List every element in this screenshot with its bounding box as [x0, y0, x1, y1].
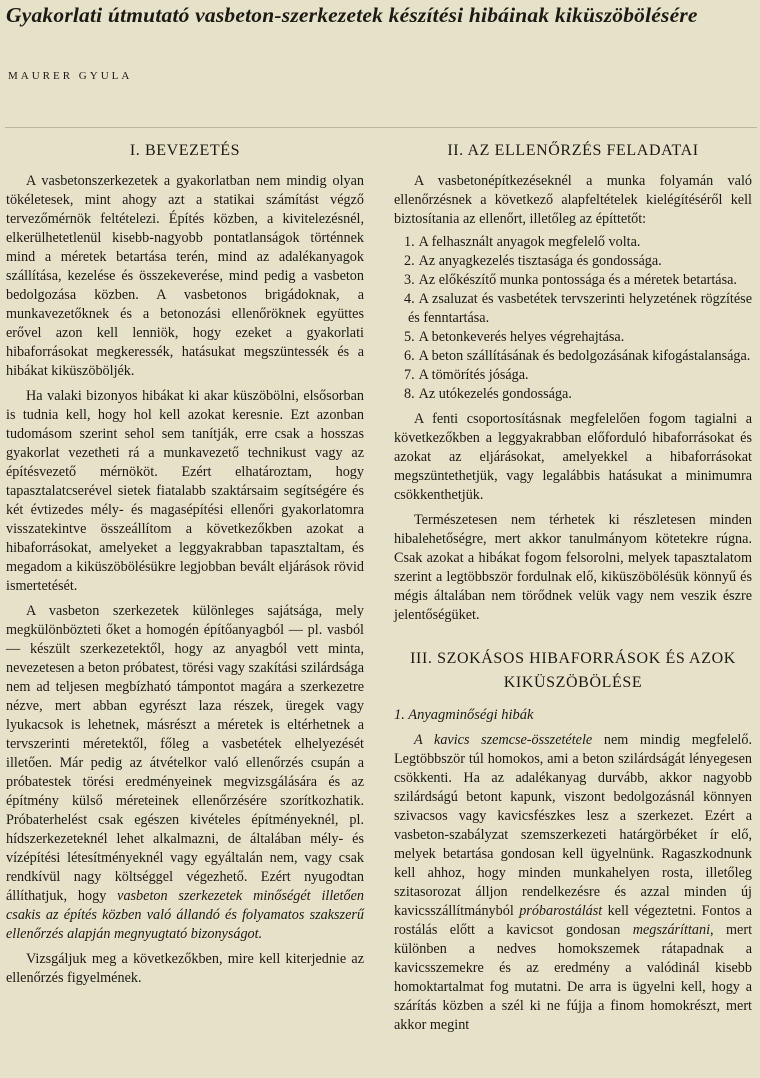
author-name: MAURER GYULA	[8, 70, 133, 82]
list-number: 3.	[404, 272, 415, 288]
list-item	[394, 328, 752, 347]
paragraph-text: nem mindig megfelelő. Legtöbbször túl homokos, ami a beton szilárdságát lényegesen csökkenti. Ha az adalékanyag durvább, akkor nagyobb szilárdságú betont kapunk, viszont bedolgozásnál könnyen szivacsos vagy kavicsfészkes lesz a szerkezet. Ezért a vasbeton-szabályzat szemszerkezeti határgörbéket ír elő, melyek betartása gondosan kell ügyelnünk. Ragaszkodnunk kell ahhoz, hogy minden munkahelyen rosta, illetőleg szitasorozat álljon rendelkezésre és azzal minden új kavicsszállítmányból	[394, 732, 752, 919]
list-number: 7.	[404, 367, 415, 383]
divider	[5, 127, 757, 128]
paragraph	[6, 602, 364, 944]
requirements-list	[394, 233, 752, 404]
section-heading-control: II. AZ ELLENŐRZÉS FELADATAI	[447, 142, 699, 159]
right-column	[394, 140, 752, 1035]
list-text: A felhasznált anyagok megfelelő volta.	[418, 234, 641, 250]
emphasis-text: vasbeton szerkezetek minőségét illetően csakis az építés közben való állandó és folyamatos szakszerű ellenőrzés alapján megnyugtató bizonyságot.	[6, 888, 364, 942]
list-text: Az előkészítő munka pontossága és a méretek betartása.	[418, 272, 737, 288]
list-number: 6.	[404, 348, 415, 364]
list-item	[394, 252, 752, 271]
list-number: 5.	[404, 329, 415, 345]
list-text: Az utókezelés gondossága.	[418, 386, 572, 402]
list-number: 4.	[404, 291, 415, 307]
paragraph: A fenti csoportosításnak megfelelően fogom tagialni a következőkben a leggyakrabban előforduló hibaforrásokat és azokat az eljárásokat, amelyekkel a hibaforrásokat megszüntethetjük, vagy legalábbis hatásukat a minimumra csökkenthetjük.	[394, 411, 752, 503]
list-number: 2.	[404, 253, 415, 269]
list-item	[394, 385, 752, 404]
paragraph: Vizsgáljuk meg a következőkben, mire kell kiterjednie az ellenőrzés figyelmének.	[6, 951, 364, 986]
left-column	[6, 140, 364, 988]
paragraph	[394, 731, 752, 1035]
list-text: Az anyagkezelés tisztasága és gondossága.	[418, 253, 662, 269]
paragraph: Természetesen nem térhetek ki részletesen minden hibalehetőségre, mert akkor tanulmányom kötetekre rúgna. Csak azokat a hibákat fogom felsorolni, melyek tapasztalatom szerint a legtöbbször fordulnak elő, kiküszöbölésük könnyű és mégis általában nem törődnek velük vagy nem veszik észre jelentőségüket.	[394, 512, 752, 623]
list-text: A beton szállításának és bedolgozásának kifogástalansága.	[418, 348, 751, 364]
emphasis-text: megszáríttani	[632, 922, 711, 938]
list-text: A tömörítés jósága.	[418, 367, 529, 383]
list-item	[394, 290, 752, 328]
list-number: 1.	[404, 234, 415, 250]
paragraph-text: A vasbeton szerkezetek különleges sajátsága, mely megkülönbözteti őket a homogén építőanyagból — pl. vasból — készült szerkezetektől, hogy az anyagból vett minta, nevezetesen a beton próbatest, törési vagy szakítási szilárdsága nem ad teljesen megbízható támpontot magára a szerkezetre nézve, mert abban egyrészt laza részek, üregek vagy lyukacsok is lehetnek, másrészt a méretek is eltérhetnek a tervszerinti méretektől, főleg a vasbetétek elhelyezését illetően. Már pedig az átvételkor való ellenőrzés csupán a próbatestek törési eredményeinek megvizsgálására és az építmény külső méreteinek ellenőrzésére szorítkozhatik. Próbaterhelést csak egészen kivételes építményeknél, pl. hídszerkezeteknél lehet alkalmazni, de általában mély- és vízépítési létesítményeknél vagy egyáltalán nem, vagy csak rendkívül nagy költséggel végezhető. Ezért nyugodtan állíthatjuk, hogy	[6, 603, 364, 904]
list-item	[394, 347, 752, 366]
paragraph: Ha valaki bizonyos hibákat ki akar küszöbölni, elsősorban is tudnia kell, hogy hol kell azokat keresnie. Ezt azonban tudomásom szerint sehol sem tanítják, erre csak a hosszas gyakorlat vezetheti rá a munkavezető technikust vagy az építésvezető mérnököt. Ezért elhatároztam, hogy tapasztalatcserével sietek fiatalabb szaktársaim segítségére és két évtizedes mély- és magasépítési ellenőri gyakorlatomra visszatekintve összeállítom a következőkben azokat a hibaforrásokat, amelyeket a leggyakrabban tapasztaltam, és megadom a kiküszöbölésükre legjobban bevált eljárások rövid ismertetését.	[6, 388, 364, 594]
list-item	[394, 366, 752, 385]
article-title: Gyakorlati útmutató vasbeton-szerkezetek készítési hibáinak kiküszöbölésére	[6, 3, 698, 27]
subsection-heading: 1. Anyagminőségi hibák	[394, 707, 534, 723]
section-heading-intro: I. BEVEZETÉS	[129, 142, 241, 159]
list-item	[394, 271, 752, 290]
paragraph: A vasbetonépítkezéseknél a munka folyamán való ellenőrzésnek a következő alapfeltételek kielégítéséről kell biztosítania az ellenőrt, illetőleg az építtetőt:	[394, 173, 752, 227]
emphasis-text: A kavics szemcse-összetétele	[414, 732, 593, 748]
list-number: 8.	[404, 386, 415, 402]
paragraph-text: , mert különben a nedves homokszemek rátapadnak a kavicsszemekre és az eredmény a valódinál kisebb homoktartalmat fog mutatni. De arra is ügyelni kell, hogy a szárítás közben a szél ki ne fújja a finom homokrészt, mert akkor megint	[394, 922, 753, 1033]
section-heading-errors: III. SZOKÁSOS HIBAFORRÁSOK ÉS AZOK KIKÜSZÖBÖLÉSE	[410, 650, 736, 691]
list-text: A betonkeverés helyes végrehajtása.	[418, 329, 625, 345]
list-text: A zsaluzat és vasbetétek tervszerinti helyzetének rögzítése és fenntartása.	[408, 291, 752, 326]
list-item	[394, 233, 752, 252]
paragraph-text: kell végeztetni. Fontos a rostálás előtt a kavicsot gondosan	[394, 903, 752, 938]
emphasis-text: próbarostálást	[519, 903, 603, 919]
paragraph: A vasbetonszerkezetek a gyakorlatban nem mindig olyan tökéletesek, mint ahogy azt a statikai számítást végző tervezőmérnök feltételezi. Építés közben, a kivitelezésnél, elkerülhetetlenül kisebb-nagyobb pontatlanságok történnek mind a méretek betartása terén, mind az adalékanyagok szállítása, kezelése és összekeverése, mind pedig a vasbeton bedolgozása közben. A vasbetonos brigádoknak, a munkavezetőknek és a betonozási ellenőröknek együttes erővel azon kell lenniök, hogy ezeket a gyakorlati hibaforrásokat megkeressék, hatásukat megszüntessék és a hibákat kiküszöböljék.	[6, 173, 364, 379]
